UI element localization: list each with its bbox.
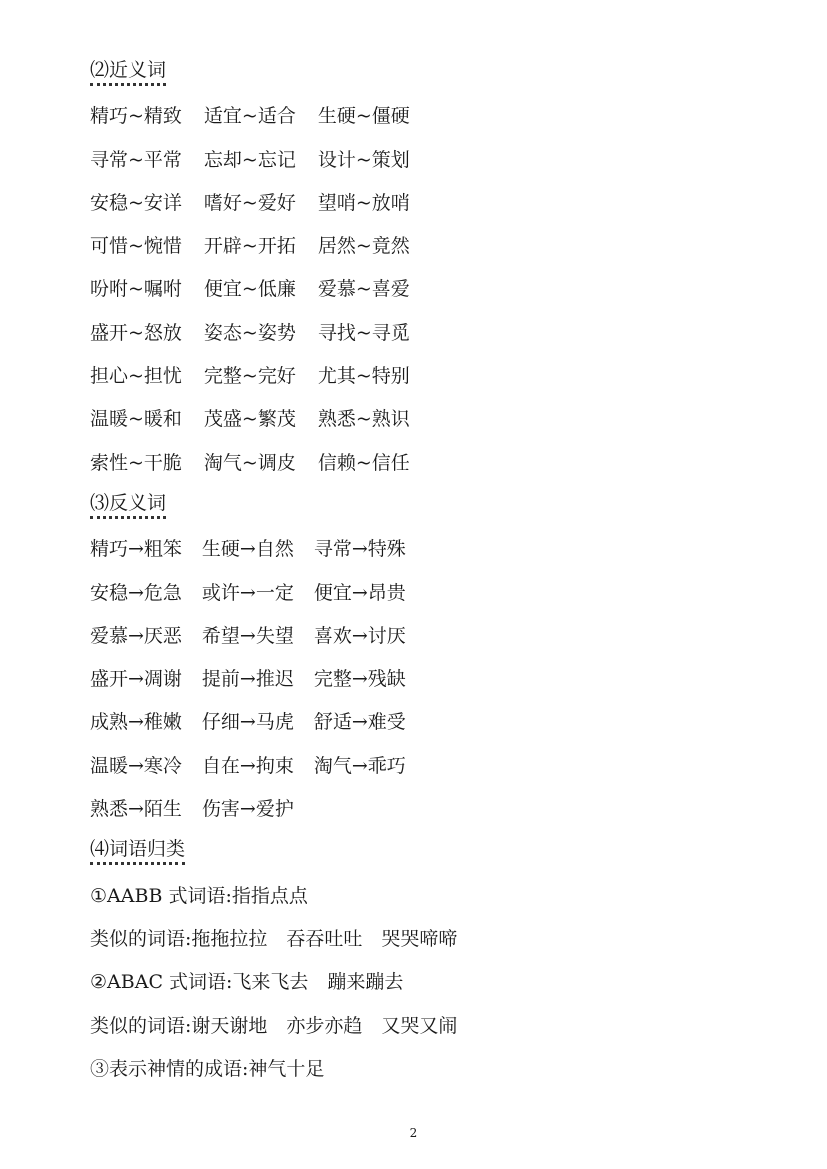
antonym-row [90,788,770,831]
synonym-row [90,95,770,138]
antonym-pair: 喜欢→讨厌 [313,624,406,647]
synonym-pair: 担心~担忧 [90,365,182,388]
antonym-pair: 自在→拘束 [201,754,294,777]
synonym-pair: 姿态~姿势 [203,321,296,344]
classification-heading [90,831,770,874]
antonym-pair: 淘气→乖巧 [313,754,406,777]
antonym-row [90,658,770,701]
antonym-row [90,701,770,744]
antonym-pair: 爱慕→厌恶 [90,624,182,647]
classification-line: ②ABAC 式词语:飞来飞去 蹦来蹦去 [90,971,404,994]
antonym-pair: 希望→失望 [201,624,294,647]
classification-line: 类似的词语:谢天谢地 亦步亦趋 又哭又闹 [90,1014,458,1037]
antonym-row [90,745,770,788]
synonym-pair: 温暖~暖和 [90,408,182,431]
synonym-row [90,312,770,355]
synonym-pair: 信赖~信任 [317,451,410,474]
synonym-pair: 爱慕~喜爱 [317,278,410,301]
antonym-pair: 安稳→危急 [90,581,182,604]
synonym-pair: 嗜好~爱好 [203,191,296,214]
antonym-pair: 生硬→自然 [201,538,294,561]
synonym-pair: 盛开~怒放 [90,321,182,344]
synonym-row [90,442,770,485]
classification-line: 类似的词语:拖拖拉拉 吞吞吐吐 哭哭啼啼 [90,927,458,950]
synonym-row [90,355,770,398]
antonym-pair: 成熟→稚嫩 [90,711,182,734]
synonym-pair: 寻常~平常 [90,148,182,171]
synonyms-heading-text: ⑵近义词 [90,59,166,86]
antonym-pair: 舒适→难受 [313,711,406,734]
synonym-pair: 适宜~适合 [203,105,296,128]
antonyms-heading-text: ⑶反义词 [90,492,166,519]
classification-heading-text: ⑷词语归类 [90,838,185,865]
synonym-pair: 生硬~僵硬 [317,105,410,128]
synonym-row [90,182,770,225]
synonym-pair: 居然~竟然 [317,235,410,258]
synonym-pair: 便宜~低廉 [203,278,296,301]
antonym-pair: 完整→残缺 [313,668,406,691]
document-content [90,52,770,1091]
antonym-pair: 仔细→马虎 [201,711,294,734]
synonym-row [90,225,770,268]
page-number: 2 [409,1126,418,1140]
antonym-pair: 寻常→特殊 [313,538,406,561]
antonym-pair: 熟悉→陌生 [90,798,182,821]
classification-line: ①AABB 式词语:指指点点 [90,884,308,907]
synonym-pair: 尤其~特别 [317,365,410,388]
synonym-pair: 设计~策划 [317,148,410,171]
synonym-row [90,268,770,311]
synonym-pair: 精巧~精致 [90,105,182,128]
synonym-pair: 完整~完好 [203,365,296,388]
synonym-pair: 忘却~忘记 [203,148,296,171]
synonym-pair: 吩咐~嘱咐 [90,278,182,301]
synonym-pair: 熟悉~熟识 [317,408,410,431]
antonym-pair: 盛开→凋谢 [90,668,182,691]
antonym-pair: 便宜→昂贵 [313,581,406,604]
antonym-pair: 或许→一定 [201,581,294,604]
antonym-pair: 精巧→粗笨 [90,538,182,561]
antonym-row [90,528,770,571]
antonym-pair: 提前→推迟 [201,668,294,691]
antonym-pair: 温暖→寒冷 [90,754,182,777]
synonym-row [90,139,770,182]
synonym-pair: 淘气~调皮 [203,451,296,474]
synonym-pair: 可惜~惋惜 [90,235,182,258]
classification-line: ③表示神情的成语:神气十足 [90,1057,325,1080]
synonym-pair: 开辟~开拓 [203,235,296,258]
synonym-pair: 索性~干脆 [90,451,182,474]
synonym-pair: 寻找~寻觅 [317,321,410,344]
synonyms-heading [90,52,770,95]
antonym-row [90,615,770,658]
synonym-pair: 望哨~放哨 [317,191,410,214]
synonym-row [90,398,770,441]
antonym-row [90,572,770,615]
antonym-pair: 伤害→爱护 [201,798,294,821]
synonym-pair: 安稳~安详 [90,191,182,214]
antonyms-heading [90,485,770,528]
synonym-pair: 茂盛~繁茂 [203,408,296,431]
